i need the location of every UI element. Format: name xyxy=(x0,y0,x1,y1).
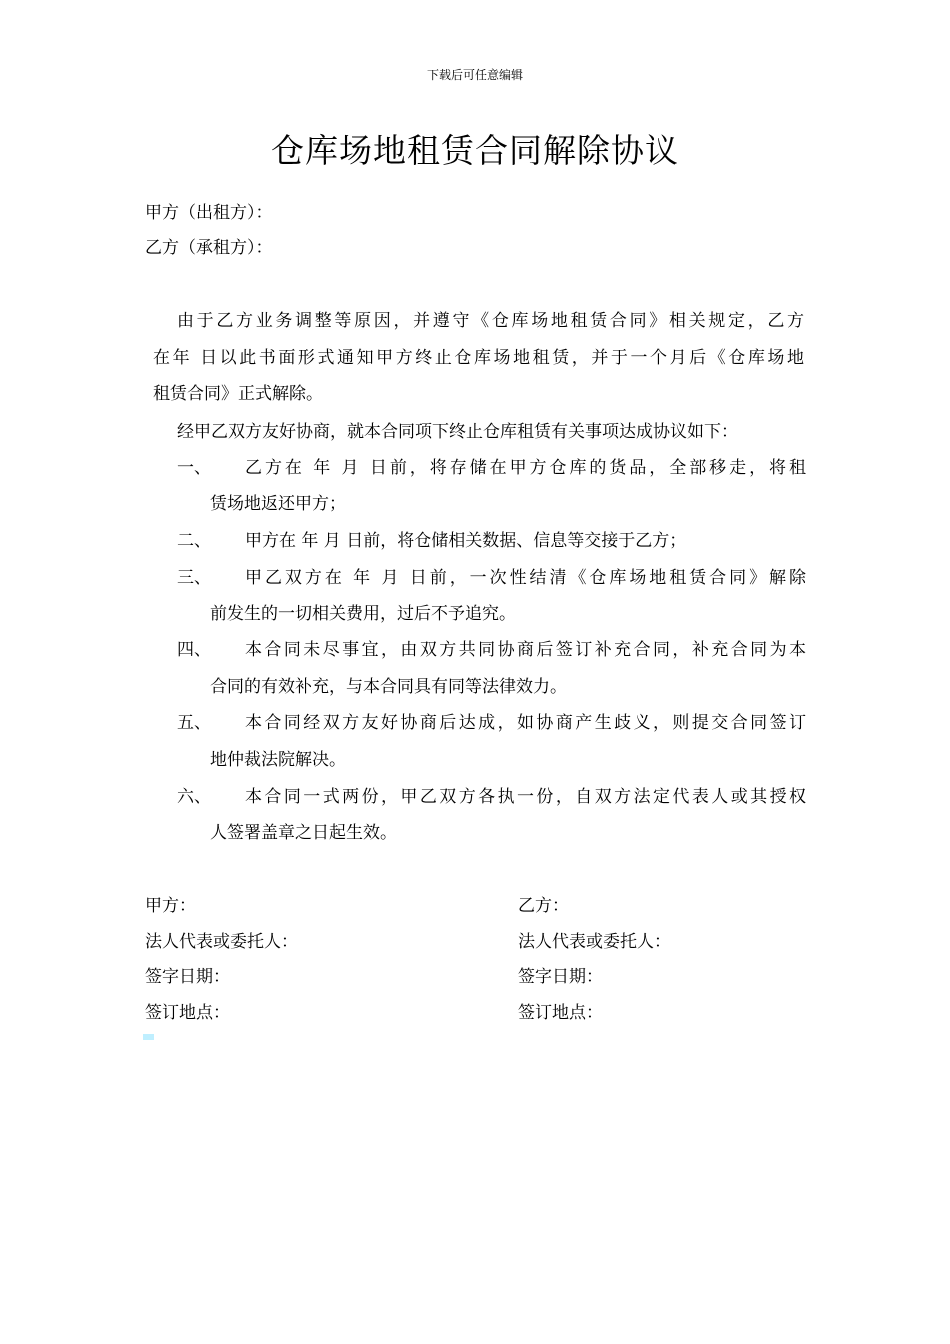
clause-4-line-1: 本合同未尽事宜，由双方共同协商后签订补充合同，补充合同为本 xyxy=(245,640,806,660)
sign-party-a-place: 签订地点： xyxy=(145,1003,230,1023)
header-note: 下载后可任意编辑 xyxy=(426,68,523,82)
sign-party-b-label: 乙方： xyxy=(518,896,569,916)
party-a-line: 甲方（出租方）： xyxy=(145,203,273,223)
intro-line-3: 租赁合同》正式解除。 xyxy=(153,384,323,404)
clause-3-number: 三、 xyxy=(177,568,211,588)
sign-party-a-label: 甲方： xyxy=(145,896,196,916)
clause-5-line-1: 本合同经双方友好协商后达成，如协商产生歧义，则提交合同签订 xyxy=(245,713,806,733)
clause-6-line-2: 人签署盖章之日起生效。 xyxy=(210,823,397,843)
intro-line-4: 经甲乙双方友好协商，就本合同项下终止仓库租赁有关事项达成协议如下： xyxy=(177,422,738,442)
sign-party-b-rep: 法人代表或委托人： xyxy=(518,932,671,952)
party-b-line: 乙方（承租方）： xyxy=(145,238,273,258)
sign-party-b-place: 签订地点： xyxy=(518,1003,603,1023)
page-title: 仓库场地租赁合同解除协议 xyxy=(271,131,679,170)
clause-1-number: 一、 xyxy=(177,458,211,478)
clause-6-line-1: 本合同一式两份，甲乙双方各执一份，自双方法定代表人或其授权 xyxy=(245,787,806,807)
intro-line-2: 在年 日以此书面形式通知甲方终止仓库场地租赁，并于一个月后《仓库场地 xyxy=(153,348,804,368)
clause-4-line-2: 合同的有效补充，与本合同具有同等法律效力。 xyxy=(210,677,567,697)
intro-paragraph-cont xyxy=(153,346,804,370)
cursor-marker xyxy=(143,1034,154,1040)
sign-party-b-date: 签字日期： xyxy=(518,967,603,987)
intro-paragraph xyxy=(177,309,804,333)
clause-1-line-1: 乙方在 年 月 日前，将存储在甲方仓库的货品，全部移走，将租 xyxy=(245,458,806,478)
clause-2-line-1: 甲方在 年 月 日前，将仓储相关数据、信息等交接于乙方； xyxy=(245,531,687,551)
sign-party-a-rep: 法人代表或委托人： xyxy=(145,932,298,952)
intro-line-1: 由于乙方业务调整等原因，并遵守《仓库场地租赁合同》相关规定，乙方 xyxy=(177,311,804,331)
clause-5-number: 五、 xyxy=(177,713,211,733)
sign-party-a-date: 签字日期： xyxy=(145,967,230,987)
clause-1-line-2: 赁场地返还甲方； xyxy=(210,494,346,514)
clause-6-number: 六、 xyxy=(177,787,211,807)
clause-5-line-2: 地仲裁法院解决。 xyxy=(210,750,346,770)
clause-4-number: 四、 xyxy=(177,640,211,660)
clause-3-line-2: 前发生的一切相关费用，过后不予追究。 xyxy=(210,604,516,624)
clause-2-number: 二、 xyxy=(177,531,211,551)
clause-3-line-1: 甲乙双方在 年 月 日前，一次性结清《仓库场地租赁合同》解除 xyxy=(245,568,806,588)
